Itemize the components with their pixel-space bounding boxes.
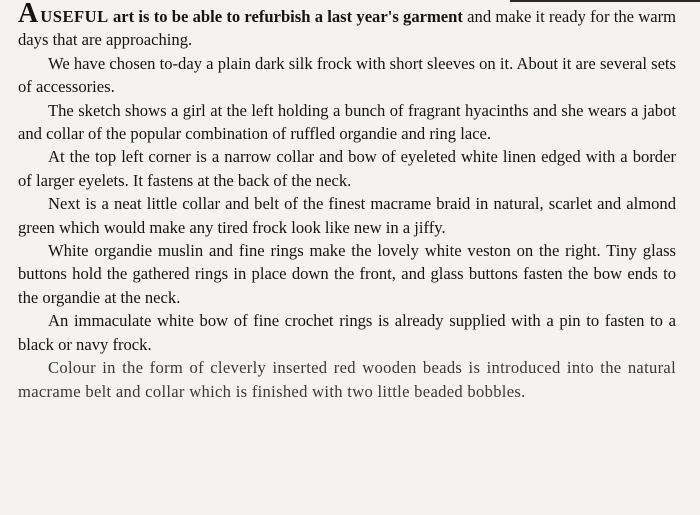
paragraph-frock: We have chosen to-day a plain dark silk frock with short sleeves on it. About it are several sets of accessories. <box>18 53 676 97</box>
paragraph-eyeleted-collar: At the top left corner is a narrow collar and bow of eyeleted white linen edged with a border of larger eyelets. It fastens at the back of the neck. <box>18 147 676 190</box>
paragraph-crochet-bow: An immaculate white bow of fine crochet rings is already supplied with a pin to fasten to a black or navy frock. <box>18 311 676 354</box>
opening-bold: art is to be able to refurbish a last year's garment <box>108 7 463 26</box>
paragraph-intro <box>18 0 677 52</box>
paragraph-macrame: Next is a neat little collar and belt of the finest macrame braid in natural, scarlet and almond green which would make any tired frock look like new in a jiffy. <box>18 194 676 237</box>
paragraph-veston: White organdie muslin and fine rings make the lovely white veston on the right. Tiny glass buttons hold the gathered rings in place down the front, and glass buttons fasten the bow ends to the organdie at the neck. <box>18 241 676 307</box>
top-rule <box>510 0 700 2</box>
opening-caps: USEFUL <box>40 7 109 26</box>
paragraph-sketch: The sketch shows a girl at the left holding a bunch of fragrant hyacinths and she wears a jabot and collar of the popular combination of ruffled organdie and ring lace. <box>18 100 676 144</box>
opening-rest: and make it ready for the warm days that are approaching. <box>18 7 677 50</box>
paragraph-beads: Colour in the form of cleverly inserted red wooden beads is introduced into the natural macrame belt and collar which is finished with two little beaded bobbles. <box>18 358 676 401</box>
drop-cap: A <box>18 0 39 29</box>
